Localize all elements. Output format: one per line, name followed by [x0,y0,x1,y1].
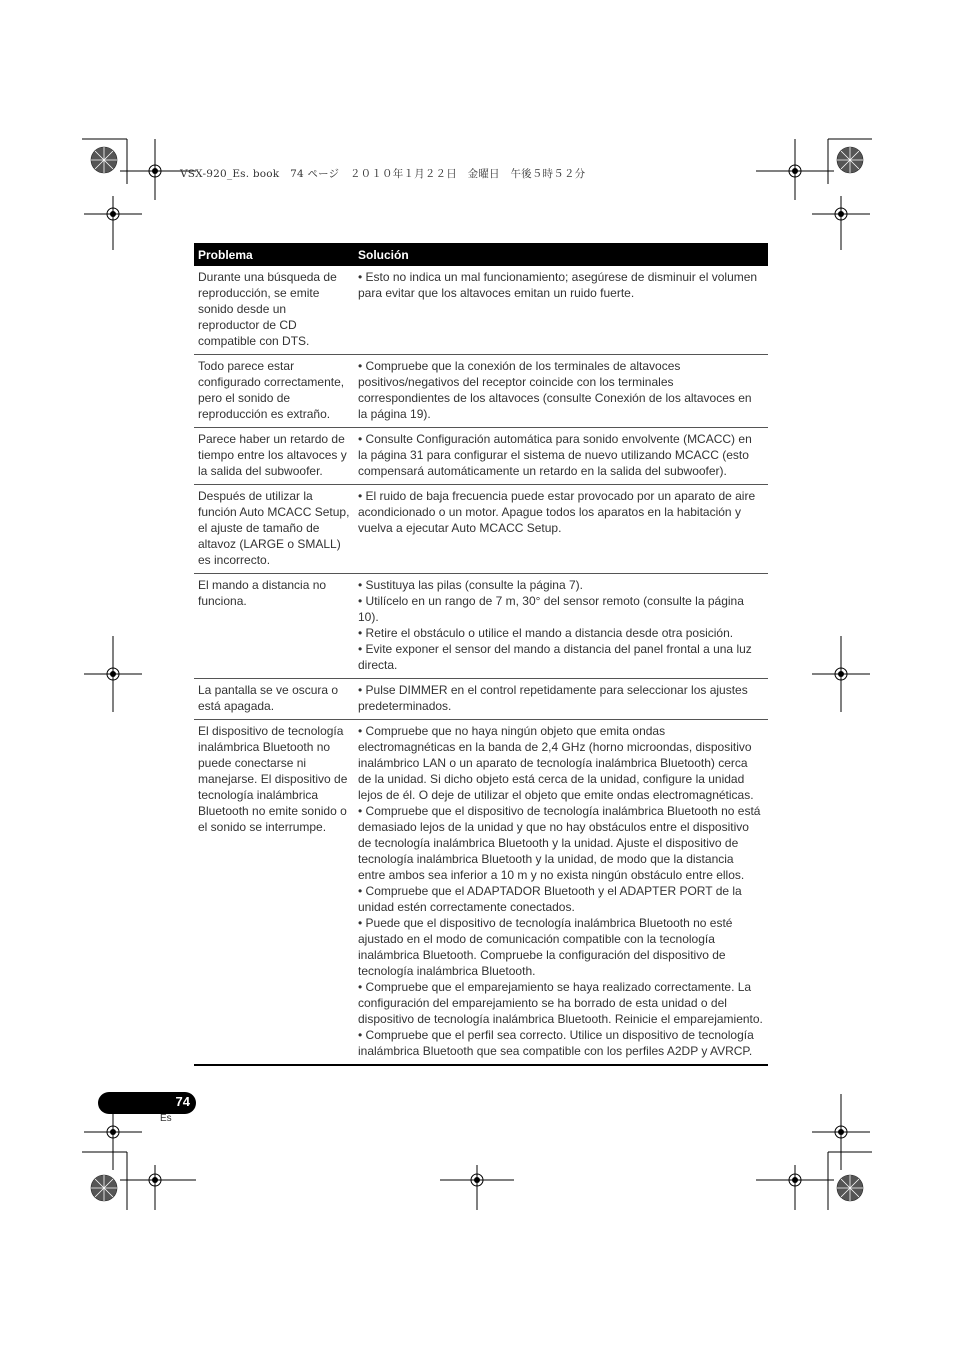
language-code: Es [160,1113,172,1124]
table-row [194,428,768,485]
solution-cell [354,720,768,1066]
problem-cell: El mando a distancia no funciona. [194,574,354,679]
table-row [194,679,768,720]
table-row [194,485,768,574]
solution-cell [354,485,768,574]
table-row [194,720,768,1066]
solution-line: • Sustituya las pilas (consulte la página 7). [358,578,583,592]
solution-line: • Consulte Configuración automática para sonido envolvente (MCACC) en la página 31 para configurar el sistema de nuevo utilizando MCACC (esto compensará automáticamente un retardo en la salida del subwoofer). [358,432,752,478]
problem-cell: Parece haber un retardo de tiempo entre los altavoces y la salida del subwoofer. [194,428,354,485]
solution-line: • Compruebe que no haya ningún objeto que emita ondas electromagnéticas en la banda de 2,4 GHz (horno microondas, dispositivo inalámbrico LAN o un aparato de tecnología inalámbrica Bluetooth) cerca de la unidad. Si dicho objeto está cerca de la unidad, configure la unidad lejos de él. O deje de utilizar el objeto que emite ondas electromagnéticas. [358,724,754,802]
problem-cell: La pantalla se ve oscura o está apagada. [194,679,354,720]
solution-cell [354,355,768,428]
table-row [194,355,768,428]
solution-line: • Compruebe que el dispositivo de tecnología inalámbrica Bluetooth no está demasiado lejos de la unidad y que no hay obstáculos entre el dispositivo de tecnología inalámbrica Bluetooth y la unidad. Ajuste el dispositivo de tecnología inalámbrica Bluetooth y la unidad, de modo que la distancia entre ambos sea inferior a 10 m y no exista ningún obstáculo entre ellos. [358,804,761,882]
solution-line: • Compruebe que la conexión de los terminales de altavoces positivos/negativos del receptor coincide con los terminales correspondientes de los altavoces (consulte Conexión de los altavoces en la página 19). [358,359,752,421]
solution-line: • Evite exponer el sensor del mando a distancia del panel frontal a una luz directa. [358,642,752,672]
table-row [194,574,768,679]
table-body [194,266,768,1065]
problem-cell: Todo parece estar configurado correctamente, pero el sonido de reproducción es extraño. [194,355,354,428]
book-header-line: VSX-920_Es. book 74 ページ ２０１０年１月２２日 金曜日 午後５時５２分 [180,168,586,180]
table-header-row [194,243,768,266]
problem-cell: Durante una búsqueda de reproducción, se emite sonido desde un reproductor de CD compatible con DTS. [194,266,354,355]
solution-line: • Retire el obstáculo o utilice el mando a distancia desde otra posición. [358,626,734,640]
page-number: 74 [175,1094,190,1109]
solution-line: • Pulse DIMMER en el control repetidamente para seleccionar los ajustes predeterminados. [358,683,748,713]
solution-cell [354,266,768,355]
problem-cell: Después de utilizar la función Auto MCACC Setup, el ajuste de tamaño de altavoz (LARGE o SMALL) es incorrecto. [194,485,354,574]
solution-line: • Utilícelo en un rango de 7 m, 30° del sensor remoto (consulte la página 10). [358,594,744,624]
column-header-solution: Solución [354,243,768,266]
solution-line: • Compruebe que el emparejamiento se haya realizado correctamente. La configuración del emparejamiento se ha borrado de esta unidad o del dispositivo de tecnología inalámbrica Bluetooth. Reinicie el emparejamiento. [358,980,763,1026]
solution-line: • Puede que el dispositivo de tecnología inalámbrica Bluetooth no esté ajustado en el modo de comunicación compatible con la tecnología inalámbrica Bluetooth. Compruebe la configuración del dispositivo de tecnología inalámbrica Bluetooth. [358,916,733,978]
problem-cell: El dispositivo de tecnología inalámbrica Bluetooth no puede conectarse ni manejarse. El dispositivo de tecnología inalámbrica Bluetooth no emite sonido o el sonido se interrumpe. [194,720,354,1066]
solution-cell [354,428,768,485]
column-header-problem: Problema [194,243,354,266]
solution-cell [354,679,768,720]
solution-line: • El ruido de baja frecuencia puede estar provocado por un aparato de aire acondicionado o un motor. Apague todos los aparatos en la habitación y vuelva a ejecutar Auto MCACC Setup. [358,489,756,535]
troubleshooting-table [194,243,768,1066]
solution-cell [354,574,768,679]
solution-line: • Esto no indica un mal funcionamiento; asegúrese de disminuir el volumen para evitar que los altavoces emitan un ruido fuerte. [358,270,758,300]
solution-line: • Compruebe que el perfil sea correcto. Utilice un dispositivo de tecnología inalámbrica Bluetooth que sea compatible con los perfiles A2DP y AVRCP. [358,1028,754,1058]
table-row [194,266,768,355]
solution-line: • Compruebe que el ADAPTADOR Bluetooth y el ADAPTER PORT de la unidad estén correctamente conectados. [358,884,742,914]
